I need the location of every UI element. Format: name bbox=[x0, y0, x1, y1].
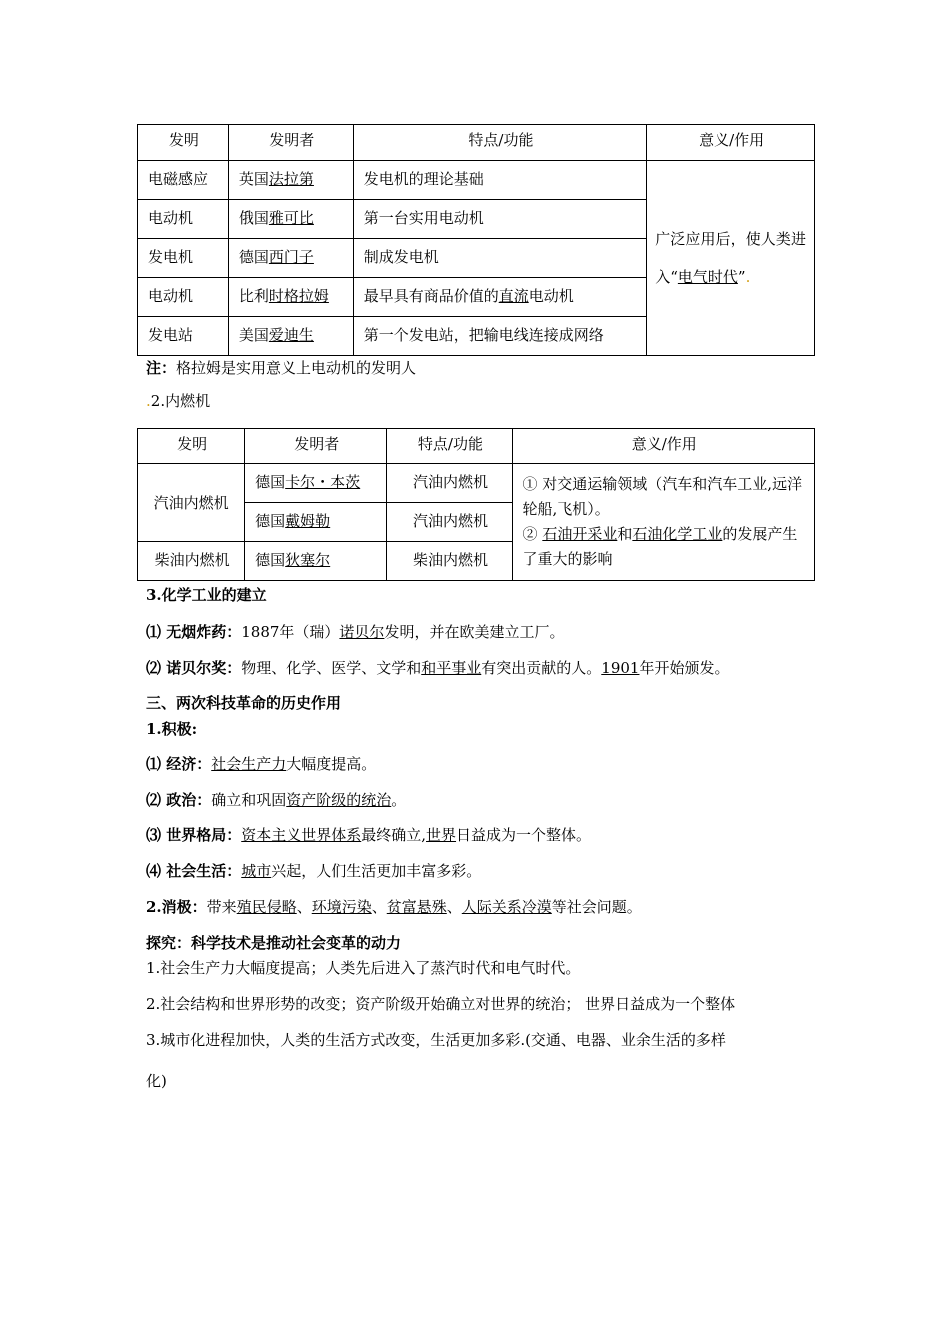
note-label: 注： bbox=[146, 359, 177, 377]
item-text: 、 bbox=[371, 898, 387, 916]
cell-invention: 柴油内燃机 bbox=[138, 542, 245, 581]
inventor-name: 法拉第 bbox=[268, 170, 314, 188]
item-label: ⑵ 政治： bbox=[146, 791, 212, 809]
table-row bbox=[138, 161, 815, 200]
positive-item-1 bbox=[146, 754, 376, 774]
item-underline: 诺贝尔 bbox=[339, 623, 385, 641]
item-underline: 资本主义世界体系 bbox=[241, 826, 362, 844]
note bbox=[146, 358, 416, 378]
section3-item-1 bbox=[146, 622, 564, 642]
negative-item bbox=[146, 897, 642, 917]
explore-title: 探究：科学技术是推动社会变革的动力 bbox=[146, 934, 402, 952]
cell-feature: 柴油内燃机 bbox=[387, 542, 512, 581]
inventor-country: 美国 bbox=[238, 326, 269, 344]
inventor-country: 德国 bbox=[255, 473, 286, 491]
item-text: 年开始颁发。 bbox=[639, 659, 730, 677]
cell-feature: 制成发电机 bbox=[353, 239, 647, 278]
cell-feature bbox=[353, 278, 647, 317]
item-label: ⑴ 无烟炸药： bbox=[146, 623, 242, 641]
cell-invention: 发电机 bbox=[138, 239, 229, 278]
header-significance: 意义/作用 bbox=[647, 125, 815, 161]
mark-dot: . bbox=[146, 392, 151, 410]
item-underline: 环境污染 bbox=[311, 898, 372, 916]
item-label: ⑶ 世界格局： bbox=[146, 826, 242, 844]
inventor-name: 爱迪生 bbox=[268, 326, 314, 344]
item-text: 兴起，人们生活更加丰富多彩。 bbox=[271, 862, 482, 880]
header-feature: 特点/功能 bbox=[387, 429, 512, 464]
item-label: ⑵ 诺贝尔奖： bbox=[146, 659, 242, 677]
cell-invention: 汽油内燃机 bbox=[138, 464, 245, 542]
cell-inventor bbox=[228, 161, 353, 200]
significance-underline: 电气时代 bbox=[677, 268, 738, 286]
feature-text: 最早具有商品价值的 bbox=[363, 287, 499, 305]
cell-significance bbox=[512, 464, 814, 581]
significance-underline: 石油化学工业 bbox=[632, 525, 723, 543]
section2-title bbox=[146, 391, 210, 411]
item-text: 、 bbox=[446, 898, 462, 916]
cell-inventor bbox=[245, 464, 387, 503]
inventor-name: 戴姆勒 bbox=[285, 512, 331, 530]
item-text: 1887年（瑞） bbox=[241, 623, 340, 641]
cell-feature: 第一个发电站，把输电线连接成网络 bbox=[353, 317, 647, 356]
cell-inventor bbox=[228, 278, 353, 317]
note-text: 格拉姆是实用意义上电动机的发明人 bbox=[176, 359, 417, 377]
item-label: ⑷ 社会生活： bbox=[146, 862, 242, 880]
item-text: 等社会问题。 bbox=[551, 898, 642, 916]
cell-invention: 电磁感应 bbox=[138, 161, 229, 200]
feature-underline: 直流 bbox=[498, 287, 529, 305]
cell-inventor bbox=[245, 542, 387, 581]
item-text: 最终确立, bbox=[361, 826, 427, 844]
positive-item-3 bbox=[146, 825, 591, 845]
item-underline: 世界 bbox=[426, 826, 457, 844]
cell-invention: 电动机 bbox=[138, 200, 229, 239]
explore-line-3: 3.城市化进程加快，人类的生活方式改变，生活更加多彩.(交通、电器、业余生活的多样 bbox=[146, 1031, 726, 1049]
inventor-name: 狄塞尔 bbox=[285, 551, 331, 569]
item-text: 。 bbox=[391, 791, 407, 809]
section2-title-text: 2.内燃机 bbox=[150, 392, 211, 410]
table-header-row bbox=[138, 429, 815, 464]
inventor-country: 德国 bbox=[255, 551, 286, 569]
inventor-name: 西门子 bbox=[268, 248, 314, 266]
significance-suffix: ” bbox=[737, 268, 746, 286]
inventor-country: 俄国 bbox=[238, 209, 269, 227]
item-text: 发明，并在欧美建立工厂。 bbox=[384, 623, 565, 641]
positive-item-2 bbox=[146, 790, 406, 810]
item-underline: 贫富悬殊 bbox=[386, 898, 447, 916]
mark-dot: . bbox=[745, 268, 751, 286]
cell-feature: 汽油内燃机 bbox=[387, 503, 512, 542]
inventor-country: 比利 bbox=[238, 287, 269, 305]
section3-item-2 bbox=[146, 658, 729, 678]
inventor-name: 雅可比 bbox=[268, 209, 314, 227]
item-underline: 和平事业 bbox=[421, 659, 482, 677]
cell-invention: 电动机 bbox=[138, 278, 229, 317]
cell-feature: 第一台实用电动机 bbox=[353, 200, 647, 239]
item-underline: 人际关系冷漠 bbox=[461, 898, 552, 916]
header-inventor: 发明者 bbox=[245, 429, 387, 464]
cell-inventor bbox=[245, 503, 387, 542]
inventor-name: 卡尔・本茨 bbox=[285, 473, 361, 491]
item-text: 有突出贡献的人。 bbox=[481, 659, 602, 677]
header-significance: 意义/作用 bbox=[512, 429, 814, 464]
feature-suffix: 电动机 bbox=[528, 287, 574, 305]
item-text: 物理、化学、医学、文学和 bbox=[241, 659, 422, 677]
item-underline: 1901 bbox=[601, 659, 640, 677]
item-label: 2.消极： bbox=[146, 898, 207, 916]
item-underline: 城市 bbox=[241, 862, 272, 880]
table-row bbox=[138, 464, 815, 503]
inventor-name: 时格拉姆 bbox=[268, 287, 329, 305]
cell-inventor bbox=[228, 239, 353, 278]
cell-inventor bbox=[228, 317, 353, 356]
header-feature: 特点/功能 bbox=[353, 125, 647, 161]
item-underline: 资产阶级的统治 bbox=[286, 791, 392, 809]
cell-feature: 发电机的理论基础 bbox=[353, 161, 647, 200]
item-text: 带来 bbox=[206, 898, 237, 916]
significance-text: 广泛应用后，使人类进入“ bbox=[655, 230, 806, 286]
header-inventor: 发明者 bbox=[228, 125, 353, 161]
positive-title: 1.积极: bbox=[146, 720, 198, 738]
item-label: ⑴ 经济： bbox=[146, 755, 212, 773]
item-text: 、 bbox=[296, 898, 312, 916]
significance-item-1: ① 对交通运输领域（汽车和汽车工业,远洋轮船,飞机）。 bbox=[522, 475, 803, 518]
section-three-title: 三、两次科技革命的历史作用 bbox=[146, 694, 342, 712]
section3-title: 3.化学工业的建立 bbox=[146, 586, 267, 604]
explore-line-4: 化) bbox=[146, 1072, 167, 1090]
item-underline: 社会生产力 bbox=[211, 755, 287, 773]
significance-underline: 石油开采业 bbox=[542, 525, 618, 543]
explore-line-2: 2.社会结构和世界形势的改变；资产阶级开始确立对世界的统治； 世界日益成为一个整体 bbox=[146, 995, 736, 1013]
header-invention: 发明 bbox=[138, 429, 245, 464]
cell-inventor bbox=[228, 200, 353, 239]
table-header-row bbox=[138, 125, 815, 161]
electric-inventions-table bbox=[137, 124, 815, 356]
significance-text: 的发展产生了重大的影响 bbox=[522, 525, 798, 568]
combustion-engine-table bbox=[137, 428, 815, 581]
inventor-country: 德国 bbox=[255, 512, 286, 530]
header-invention: 发明 bbox=[138, 125, 229, 161]
inventor-country: 英国 bbox=[238, 170, 269, 188]
cell-feature: 汽油内燃机 bbox=[387, 464, 512, 503]
significance-item-2 bbox=[523, 522, 808, 572]
explore-line-1: 1.社会生产力大幅度提高；人类先后进入了蒸汽时代和电气时代。 bbox=[146, 959, 581, 977]
item-text: 确立和巩固 bbox=[211, 791, 287, 809]
inventor-country: 德国 bbox=[238, 248, 269, 266]
item-text: 大幅度提高。 bbox=[286, 755, 377, 773]
cell-invention: 发电站 bbox=[138, 317, 229, 356]
item-underline: 殖民侵略 bbox=[236, 898, 297, 916]
positive-item-4 bbox=[146, 861, 481, 881]
significance-text: 和 bbox=[617, 525, 633, 543]
item-marker: ② bbox=[522, 525, 543, 543]
item-text: 日益成为一个整体。 bbox=[456, 826, 592, 844]
cell-significance bbox=[647, 161, 815, 356]
